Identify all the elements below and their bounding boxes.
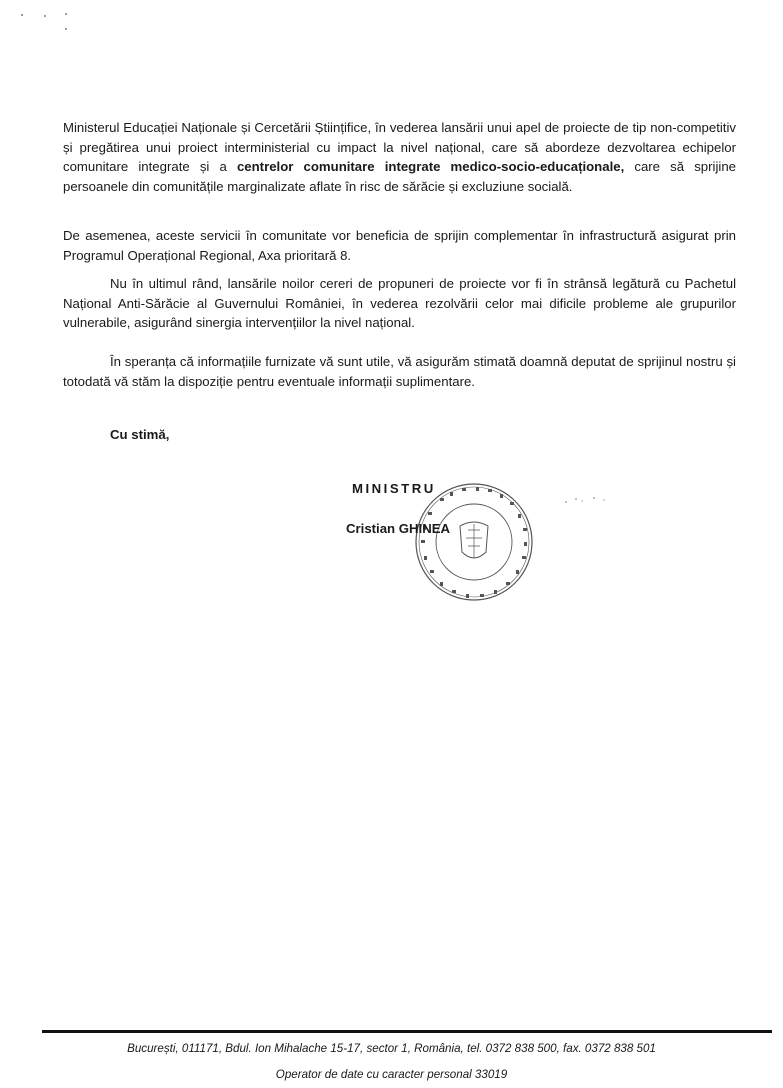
paragraph-1-bold-text: centrelor comunitare integrate medico-socio-educaționale, <box>236 159 625 175</box>
paragraph-1-text-b: care să sprijine persoanele din comunitățile marginalizate aflate în risc de sărăcie și excluziune socială. <box>63 159 736 194</box>
paragraph-2: De asemenea, aceste servicii în comunitate vor beneficia de sprijin complementar în infrastructură asigurat prin Programul Operațional Regional, Axa prioritară 8. <box>63 228 736 263</box>
paragraph-1-text-a: Ministerul Educației Naționale și Cercetării Științifice, în vederea lansării unui apel de proiecte de tip non-competitiv și pregătirea unui proiect interministerial cu impact la nivel național, care să abordeze dezvoltarea echipelor comunitare integrate și a <box>63 120 736 175</box>
official-stamp-icon <box>410 478 538 606</box>
closing-salutation: Cu stimă, <box>110 427 170 442</box>
signatory-name: Cristian GHINEA <box>346 521 451 536</box>
footer-divider <box>42 1030 772 1033</box>
footer-operator-note: Operator de date cu caracter personal 33019 <box>275 1068 508 1081</box>
footer-address: București, 011171, Bdul. Ion Mihalache 15-17, sector 1, România, tel. 0372 838 500, fax. 0372 838 501 <box>127 1042 656 1055</box>
signatory-title: MINISTRU <box>352 481 436 496</box>
scan-corner-marks <box>20 8 80 38</box>
paragraph-3: Nu în ultimul rând, lansările noilor cereri de propuneri de proiecte vor fi în strânsă legătură cu Pachetul Național Anti-Sărăcie al Guvernului României, în vederea rezolvării celor mai dificile probleme ale grupurilor vulnerabile, asigurând sinergia intervențiilor la nivel național. <box>63 276 736 331</box>
scan-specks <box>560 490 620 510</box>
paragraph-4: În speranța că informațiile furnizate vă sunt utile, vă asigurăm stimată doamnă deputat de sprijinul nostru și totodată vă stăm la dispoziție pentru eventuale informații suplimentare. <box>63 354 736 389</box>
paragraph-1 <box>63 118 736 196</box>
